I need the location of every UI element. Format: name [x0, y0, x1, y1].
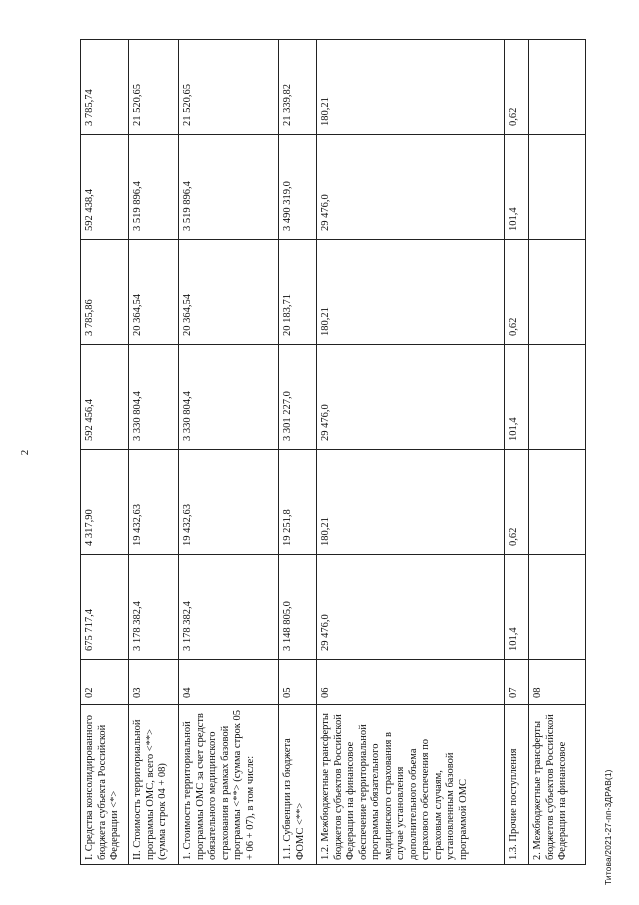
value-cell: 0,62: [505, 40, 529, 135]
table-row: [279, 40, 317, 865]
value-cell: 180,21: [317, 450, 505, 555]
value-cell: 101,4: [505, 555, 529, 660]
value-cell: 0,62: [505, 450, 529, 555]
value-cell: 3 785,86: [81, 240, 129, 345]
value-cell: 19 432,63: [179, 450, 279, 555]
row-label: 1.3. Прочие поступления: [505, 705, 529, 865]
value-cell: 3 519 896,4: [179, 135, 279, 240]
row-label: 1.1. Субвенции из бюджета ФОМС <**>: [279, 705, 317, 865]
value-cell: [529, 555, 586, 660]
value-cell: [529, 345, 586, 450]
value-cell: 29 476,0: [317, 555, 505, 660]
row-code: 03: [129, 660, 179, 705]
value-cell: 180,21: [317, 40, 505, 135]
value-cell: 3 148 805,0: [279, 555, 317, 660]
value-cell: 29 476,0: [317, 135, 505, 240]
row-label: 1. Стоимость территориальной программы ОМС за счет средств обязательного медицинского страхования в рамках базовой программы <**> (сумма строк 05 + 06 + 07), в том числе:: [179, 705, 279, 865]
row-code: 08: [529, 660, 586, 705]
value-cell: 21 339,82: [279, 40, 317, 135]
value-cell: 180,21: [317, 240, 505, 345]
table-row: [505, 40, 529, 865]
value-cell: 101,4: [505, 345, 529, 450]
row-code: 06: [317, 660, 505, 705]
value-cell: 21 520,65: [179, 40, 279, 135]
value-cell: 20 364,54: [179, 240, 279, 345]
value-cell: [529, 40, 586, 135]
table-row: [529, 40, 586, 865]
row-label: 2. Межбюджетные трансферты бюджетов субъектов Российской Федерации на финансовое: [529, 705, 586, 865]
value-cell: 3 178 382,4: [129, 555, 179, 660]
table-row: [129, 40, 179, 865]
budget-table: [80, 39, 586, 865]
value-cell: 20 183,71: [279, 240, 317, 345]
value-cell: 4 317,90: [81, 450, 129, 555]
value-cell: 21 520,65: [129, 40, 179, 135]
row-code: 04: [179, 660, 279, 705]
table-row: [179, 40, 279, 865]
value-cell: [529, 135, 586, 240]
value-cell: 3 301 227,0: [279, 345, 317, 450]
value-cell: 0,62: [505, 240, 529, 345]
table-row: [81, 40, 129, 865]
value-cell: 20 364,54: [129, 240, 179, 345]
value-cell: 19 432,63: [129, 450, 179, 555]
value-cell: [529, 240, 586, 345]
value-cell: 3 330 804,4: [179, 345, 279, 450]
value-cell: 592 438,4: [81, 135, 129, 240]
value-cell: [529, 450, 586, 555]
row-label: I. Средства консолидированного бюджета субъекта Российской Федерации <*>: [81, 705, 129, 865]
value-cell: 19 251,8: [279, 450, 317, 555]
value-cell: 675 717,4: [81, 555, 129, 660]
value-cell: 3 519 896,4: [129, 135, 179, 240]
value-cell: 101,4: [505, 135, 529, 240]
budget-table-container: [80, 40, 585, 865]
value-cell: 3 330 804,4: [129, 345, 179, 450]
value-cell: 3 490 319,0: [279, 135, 317, 240]
row-code: 07: [505, 660, 529, 705]
table-row: [317, 40, 505, 865]
value-cell: 3 178 382,4: [179, 555, 279, 660]
document-code: Титова/2021-27-пп-3ДРАВ(1): [603, 769, 613, 885]
value-cell: 3 785,74: [81, 40, 129, 135]
row-label: 1.2. Межбюджетные трансферты бюджетов субъектов Российской Федерации на финансовое обеспечение территориальной программы обязательного медицинского страхования в случае установления дополнительного объема страхового обеспечения по страховым случаям, установленным базовой программой ОМС: [317, 705, 505, 865]
value-cell: 592 456,4: [81, 345, 129, 450]
row-label: II. Стоимость территориальной программы ОМС, всего <**> (сумма строк 04 + 08): [129, 705, 179, 865]
row-code: 02: [81, 660, 129, 705]
row-code: 05: [279, 660, 317, 705]
value-cell: 29 476,0: [317, 345, 505, 450]
page-number: 2: [19, 449, 31, 456]
